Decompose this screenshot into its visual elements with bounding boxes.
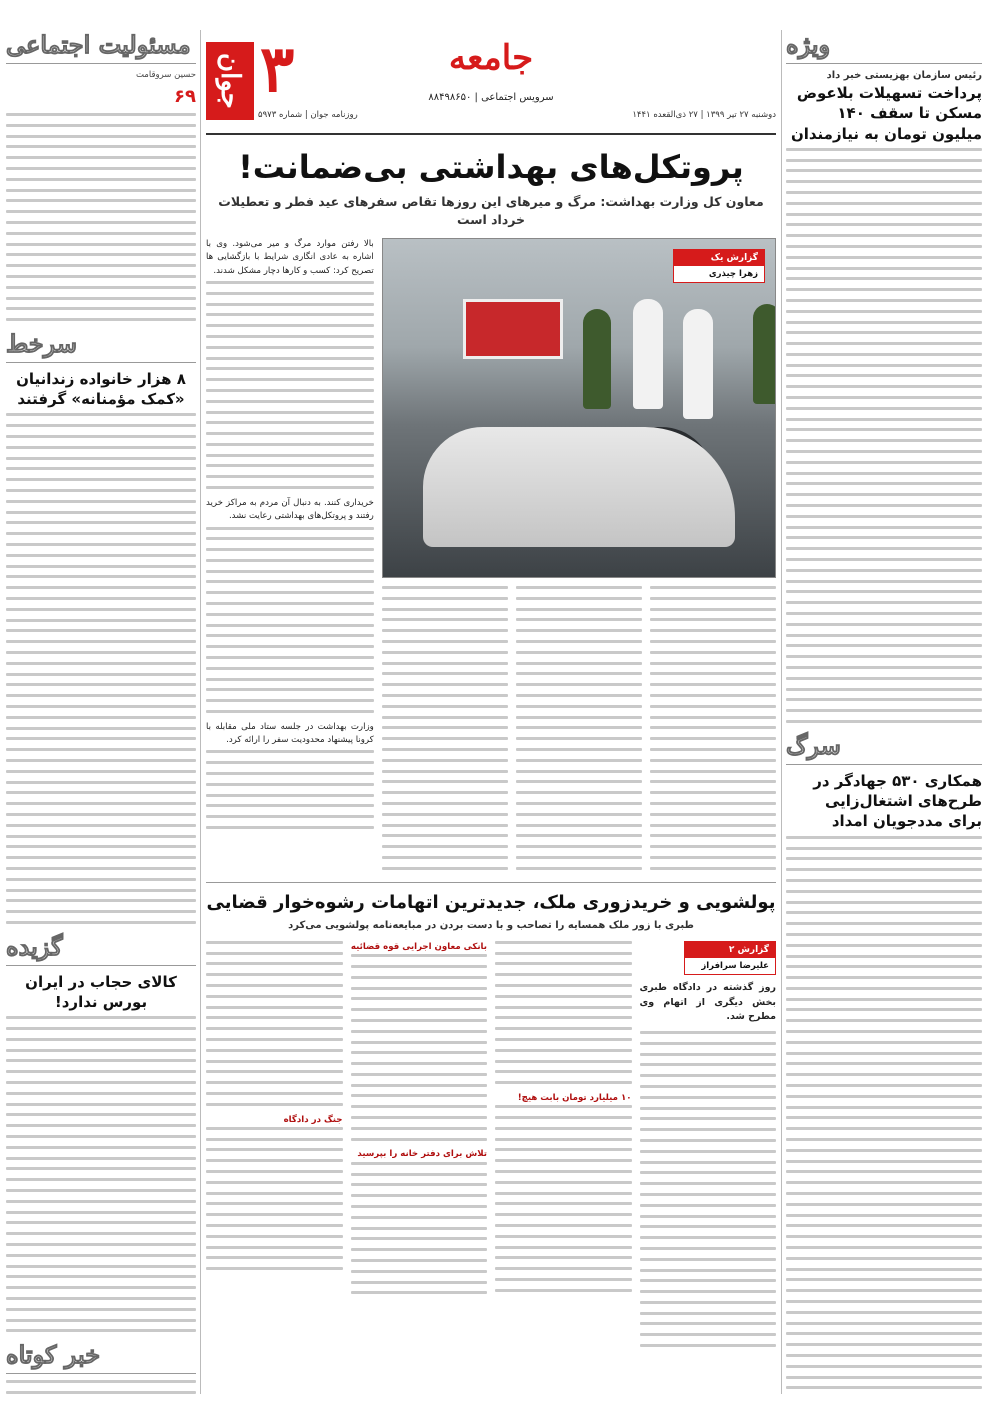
article-body-hijab: [6, 1016, 196, 1332]
lead-headline: پروتکل‌های بهداشتی بی‌ضمانت!: [238, 148, 744, 186]
headline-prisoners: ۸ هزار خانواده زندانیان «کمک مؤمنانه» گرفتند: [16, 369, 186, 409]
lead-article: [206, 238, 776, 878]
headline-jihad: همکاری ۵۳۰ جهادگر در طرح‌های اشتغال‌زایی برای مددجویان امداد: [813, 771, 982, 831]
lead-side-lines: [206, 281, 374, 489]
second-col-1: [640, 941, 777, 1355]
column-number: ۶۹: [174, 86, 196, 107]
second-col-3: [351, 941, 488, 1355]
officer-shape: [583, 309, 611, 409]
section-label-selected: گزیده: [6, 932, 196, 966]
headline-housing: پرداخت تسهیلات بلاعوض مسکن تا سقف ۱۴۰ میلیون تومان به نیازمندان: [790, 84, 982, 143]
second-body-lines: [640, 1031, 777, 1347]
newspaper-logo: جوان: [206, 42, 254, 120]
car-shape: [423, 427, 735, 547]
divider: [206, 882, 776, 883]
column-divider: [200, 30, 201, 1394]
person-shape: [683, 309, 713, 419]
lead-body-columns: [382, 586, 776, 878]
lead-subheadline: معاون کل وزارت بهداشت: مرگ و میرهای این روزها تقاص سفرهای عید فطر و تعطیلات خرداد است: [218, 194, 764, 227]
lead-paragraph: وزارت بهداشت در جلسه ستاد ملی مقابله با کرونا پیشنهاد محدودیت سفر را ارائه کرد.: [206, 721, 374, 746]
second-body-lines: [495, 1105, 632, 1292]
second-body-lines: [351, 954, 488, 1141]
masthead: [206, 30, 776, 135]
officer-shape: [753, 304, 776, 404]
section-label-responsibility: مسئولیت اجتماعی: [6, 30, 196, 64]
issue-meta: روزنامه جوان | شماره ۵۹۷۳: [258, 110, 358, 120]
subhead: بانکی معاون اجرایی قوه قضائیه: [350, 941, 487, 952]
second-body-lines: [495, 941, 632, 1084]
lead-body-col: [650, 586, 776, 878]
report-tag-2: گزارش ۲ علیرضا سرافراز: [684, 941, 776, 975]
lead-paragraph: بالا رفتن موارد مرگ و میر می‌شود. وی با اشاره به عادی انگاری شرایط با بازگشایی ها تصریح کرد: کسب و کارها دچار مشکل شدند.: [206, 239, 374, 276]
main-column: [206, 30, 776, 1394]
second-col-2: [495, 941, 632, 1355]
second-subheadline: طبری با زور ملک همسایه را تصاحب و با دست بردن در مبایعه‌نامه پولشویی می‌کرد: [288, 919, 694, 931]
section-label-2: سرگ: [786, 731, 982, 765]
lead-body-col: [382, 586, 508, 878]
section-subtitle: سرویس اجتماعی | ۸۸۴۹۸۶۵۰: [428, 92, 554, 103]
person-shape: [633, 299, 663, 409]
sign-shape: [463, 299, 563, 359]
lead-photo: [382, 238, 776, 578]
left-column: [6, 30, 196, 1394]
article-body-housing: [786, 148, 982, 723]
kicker: رئیس سازمان بهزیستی خبر داد: [826, 70, 982, 81]
headline-hijab: کالای حجاب در ایران بورس ندارد!: [25, 972, 177, 1011]
section-label-short-news: خبر کوتاه: [6, 1340, 196, 1374]
byline: حسین سروقامت: [135, 70, 196, 80]
article-body-prisoners: [6, 413, 196, 923]
date-line: دوشنبه ۲۷ تیر ۱۳۹۹ | ۲۷ ذی‌القعده ۱۴۴۱: [632, 110, 776, 120]
lead-side-lines: [206, 527, 374, 714]
right-column: [786, 30, 982, 1394]
column-body: [6, 113, 196, 321]
article-body-jihad: [786, 836, 982, 1394]
lead-paragraph: خریداری کنند. به دنبال آن مردم به مراکز خرید رفتند و پروتکل‌های بهداشتی رعایت نشد.: [206, 497, 374, 522]
lead-body-col: [516, 586, 642, 878]
second-intro: روز گذشته در دادگاه طبری بخش دیگری از اتهام وی مطرح شد.: [639, 981, 776, 1023]
second-body-lines: [206, 1127, 343, 1270]
section-label-headlines: سرخط: [6, 329, 196, 363]
column-divider: [781, 30, 782, 1394]
subhead: ۱۰ میلیارد تومان بابت هیچ!: [517, 1092, 632, 1103]
second-body-lines: [351, 1162, 488, 1295]
second-col-4: [206, 941, 343, 1355]
lead-side-text: [206, 238, 374, 878]
second-headline: پولشویی و خریدزوری ملک، جدیدترین اتهامات رشوه‌خوار قضایی: [206, 891, 776, 913]
subhead: جنگ در دادگاه: [283, 1114, 343, 1125]
second-article: [206, 941, 776, 1355]
second-body-lines: [206, 941, 343, 1106]
section-label-special: ویژه: [786, 30, 982, 64]
report-tag: گزارش یک زهرا چیذری: [673, 249, 765, 283]
section-title: جامعه: [448, 38, 534, 78]
subhead: تلاش برای دفتر خانه را بپرسید: [357, 1149, 487, 1160]
short-news-body: [6, 1380, 196, 1394]
lead-side-lines: [206, 750, 374, 829]
page-number: ۳: [260, 32, 295, 107]
